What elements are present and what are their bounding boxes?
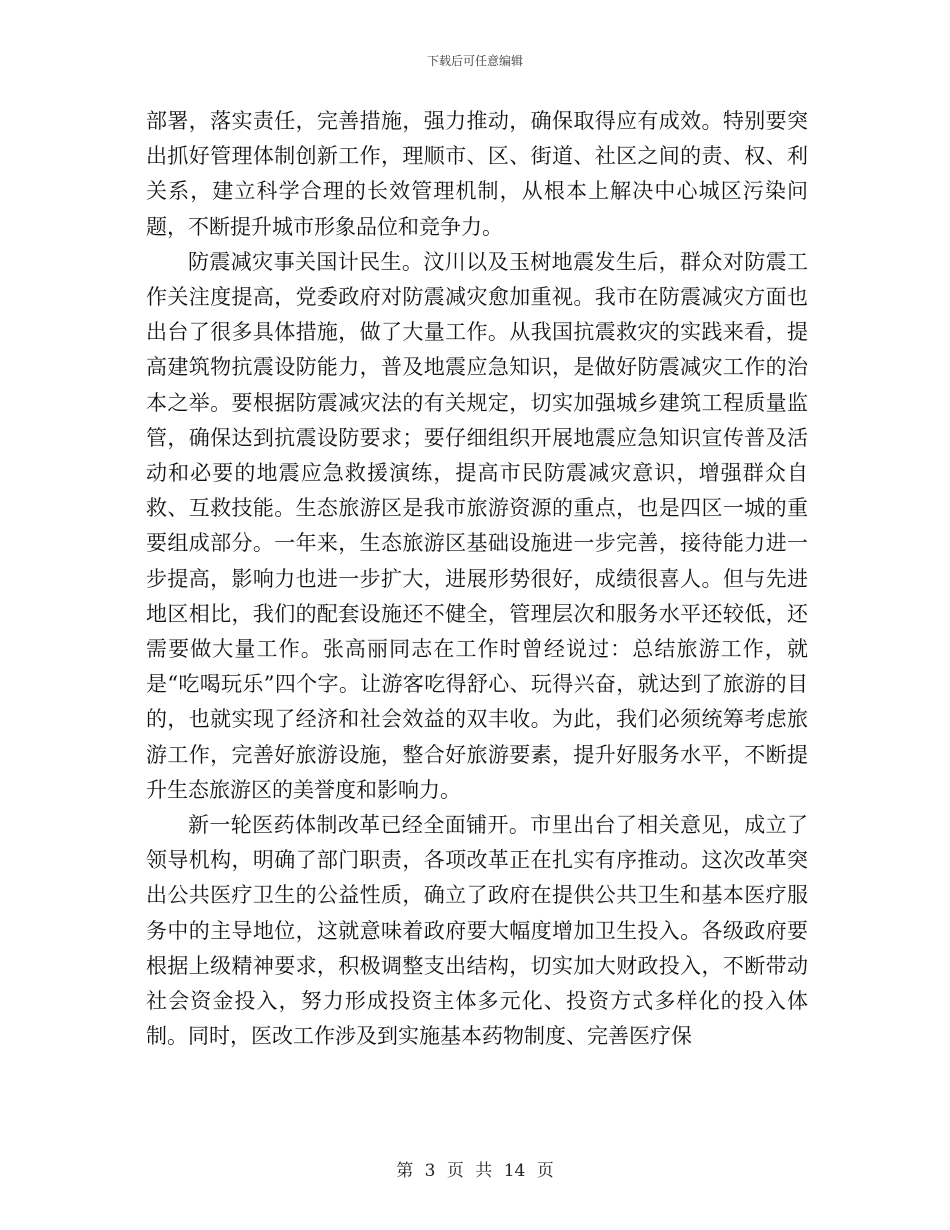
page-header: 下载后可任意编辑 — [426, 54, 523, 68]
paragraph-1: 部署，落实责任，完善措施，强力推动，确保取得应有成效。特别要突出抓好管理体制创新工作，理顺市、区、街道、社区之间的责、权、利关系，建立科学合理的长效管理机制，从根本上解决中心城区污染问题，不断提升城市形象品位和竞争力。 — [146, 109, 808, 239]
paragraph-2: 防震减灾事关国计民生。汶川以及玉树地震发生后，群众对防震工作关注度提高，党委政府对防震减灾愈加重视。我市在防震减灾方面也出台了很多具体措施，做了大量工作。从我国抗震救灾的实践来看，提高建筑物抗震设防能力，普及地震应急知识，是做好防震减灾工作的治本之举。要根据防震减灾法的有关规定，切实加强城乡建筑工程质量监管，确保达到抗震设防要求；要仔细组织开展地震应急知识宣传普及活动和必要的地震应急救援演练，提高市民防震减灾意识，增强群众自救、互救技能。生态旅游区是我市旅游资源的重点，也是四区一城的重要组成部分。一年来，生态旅游区基础设施进一步完善，接待能力进一步提高，影响力也进一步扩大，进展形势很好，成绩很喜人。但与先进地区相比，我们的配套设施还不健全，管理层次和服务水平还较低，还需要做大量工作。张高丽同志在工作时曾经说过：总结旅游工作，就是“吃喝玩乐”四个字。让游客吃得舒心、玩得兴奋，就达到了旅游的目的，也就实现了经济和社会效益的双丰收。为此，我们必须统筹考虑旅游工作，完善好旅游设施，整合好旅游要素，提升好服务水平，不断提升生态旅游区的美誉度和影响力。 — [146, 249, 808, 802]
paragraph-3: 新一轮医药体制改革已经全面铺开。市里出台了相关意见，成立了领导机构，明确了部门职责，各项改革正在扎实有序推动。这次改革突出公共医疗卫生的公益性质，确立了政府在提供公共卫生和基本医疗服务中的主导地位，这就意味着政府要大幅度增加卫生投入。各级政府要根据上级精神要求，积极调整支出结构，切实加大财政投入，不断带动社会资金投入，努力形成投资主体多元化、投资方式多样化的投入体制。同时，医改工作涉及到实施基本药物制度、完善医疗保 — [146, 813, 808, 1049]
page-footer: 第 3 页 共 14 页 — [396, 1161, 554, 1181]
document-body — [146, 104, 808, 1054]
